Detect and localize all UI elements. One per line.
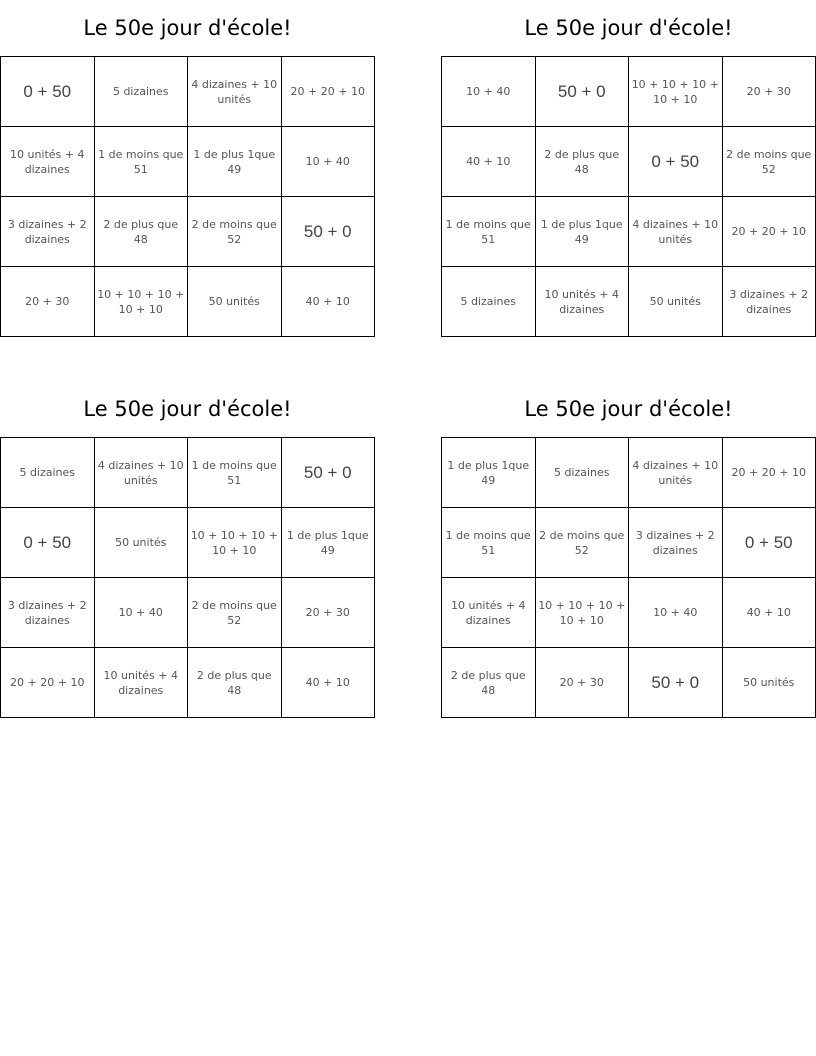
bingo-cell: 2 de moins que 52 — [188, 578, 282, 648]
bingo-cell: 1 de plus 1que 49 — [536, 197, 630, 267]
bingo-cell: 10 unités + 4 dizaines — [95, 648, 189, 718]
bingo-cell: 0 + 50 — [723, 508, 816, 578]
bingo-cell: 2 de plus que 48 — [188, 648, 282, 718]
bingo-cell: 10 unités + 4 dizaines — [536, 267, 630, 337]
bingo-cell: 1 de moins que 51 — [188, 438, 282, 508]
bingo-cell: 4 dizaines + 10 unités — [95, 438, 189, 508]
bingo-cell: 50 + 0 — [629, 648, 723, 718]
bingo-cell: 20 + 20 + 10 — [723, 197, 816, 267]
bingo-cell: 50 + 0 — [282, 438, 376, 508]
bingo-cell: 10 unités + 4 dizaines — [1, 127, 95, 197]
bingo-cell: 1 de moins que 51 — [95, 127, 189, 197]
bingo-cell: 2 de plus que 48 — [442, 648, 536, 718]
bingo-grid — [441, 437, 816, 718]
bingo-cell: 50 + 0 — [282, 197, 376, 267]
bingo-cell: 5 dizaines — [536, 438, 630, 508]
bingo-cell: 10 + 10 + 10 + 10 + 10 — [95, 267, 189, 337]
card-title: Le 50e jour d'école! — [83, 16, 292, 40]
bingo-cell: 1 de plus 1que 49 — [442, 438, 536, 508]
bingo-cell: 5 dizaines — [442, 267, 536, 337]
bingo-cell: 40 + 10 — [442, 127, 536, 197]
bingo-cell: 10 + 10 + 10 + 10 + 10 — [629, 57, 723, 127]
bingo-cell: 3 dizaines + 2 dizaines — [723, 267, 816, 337]
bingo-cell: 10 + 40 — [442, 57, 536, 127]
bingo-cell: 50 unités — [723, 648, 816, 718]
bingo-cell: 0 + 50 — [1, 508, 95, 578]
bingo-cell: 3 dizaines + 2 dizaines — [1, 197, 95, 267]
bingo-cell: 10 + 40 — [95, 578, 189, 648]
bingo-cell: 50 unités — [95, 508, 189, 578]
bingo-cell: 5 dizaines — [1, 438, 95, 508]
bingo-cell: 40 + 10 — [282, 648, 376, 718]
bingo-cell: 10 + 40 — [282, 127, 376, 197]
bingo-grid — [0, 437, 375, 718]
bingo-cell: 4 dizaines + 10 unités — [629, 197, 723, 267]
bingo-cell: 20 + 30 — [282, 578, 376, 648]
bingo-cell: 50 unités — [188, 267, 282, 337]
bingo-cell: 4 dizaines + 10 unités — [629, 438, 723, 508]
bingo-cell: 10 + 40 — [629, 578, 723, 648]
bingo-card-top-left — [0, 0, 375, 337]
card-title: Le 50e jour d'école! — [524, 16, 733, 40]
bingo-card-top-right — [441, 0, 816, 337]
bingo-cell: 20 + 30 — [536, 648, 630, 718]
bingo-cell: 0 + 50 — [629, 127, 723, 197]
card-title: Le 50e jour d'école! — [83, 397, 292, 421]
bingo-cell: 20 + 20 + 10 — [1, 648, 95, 718]
bingo-grid — [0, 56, 375, 337]
bingo-card-bottom-right — [441, 381, 816, 718]
bingo-cell: 50 unités — [629, 267, 723, 337]
bingo-cell: 1 de moins que 51 — [442, 508, 536, 578]
bingo-cell: 50 + 0 — [536, 57, 630, 127]
bingo-cell: 5 dizaines — [95, 57, 189, 127]
bingo-cell: 20 + 20 + 10 — [282, 57, 376, 127]
bingo-cell: 2 de moins que 52 — [536, 508, 630, 578]
card-title: Le 50e jour d'école! — [524, 397, 733, 421]
bingo-cell: 0 + 50 — [1, 57, 95, 127]
bingo-cell: 10 + 10 + 10 + 10 + 10 — [188, 508, 282, 578]
bingo-cell: 1 de plus 1que 49 — [188, 127, 282, 197]
bingo-cell: 20 + 30 — [1, 267, 95, 337]
bingo-cell: 40 + 10 — [282, 267, 376, 337]
bingo-cell: 4 dizaines + 10 unités — [188, 57, 282, 127]
bingo-cell: 10 unités + 4 dizaines — [442, 578, 536, 648]
bingo-grid — [441, 56, 816, 337]
bingo-cell: 3 dizaines + 2 dizaines — [629, 508, 723, 578]
bingo-cell: 2 de plus que 48 — [95, 197, 189, 267]
bingo-cell: 1 de moins que 51 — [442, 197, 536, 267]
bingo-card-bottom-left — [0, 381, 375, 718]
bingo-cell: 20 + 20 + 10 — [723, 438, 816, 508]
bingo-cell: 10 + 10 + 10 + 10 + 10 — [536, 578, 630, 648]
bingo-cell: 2 de moins que 52 — [723, 127, 816, 197]
bingo-cell: 1 de plus 1que 49 — [282, 508, 376, 578]
bingo-cell: 2 de plus que 48 — [536, 127, 630, 197]
bingo-cell: 2 de moins que 52 — [188, 197, 282, 267]
bingo-cell: 3 dizaines + 2 dizaines — [1, 578, 95, 648]
bingo-cell: 20 + 30 — [723, 57, 816, 127]
bingo-cell: 40 + 10 — [723, 578, 816, 648]
